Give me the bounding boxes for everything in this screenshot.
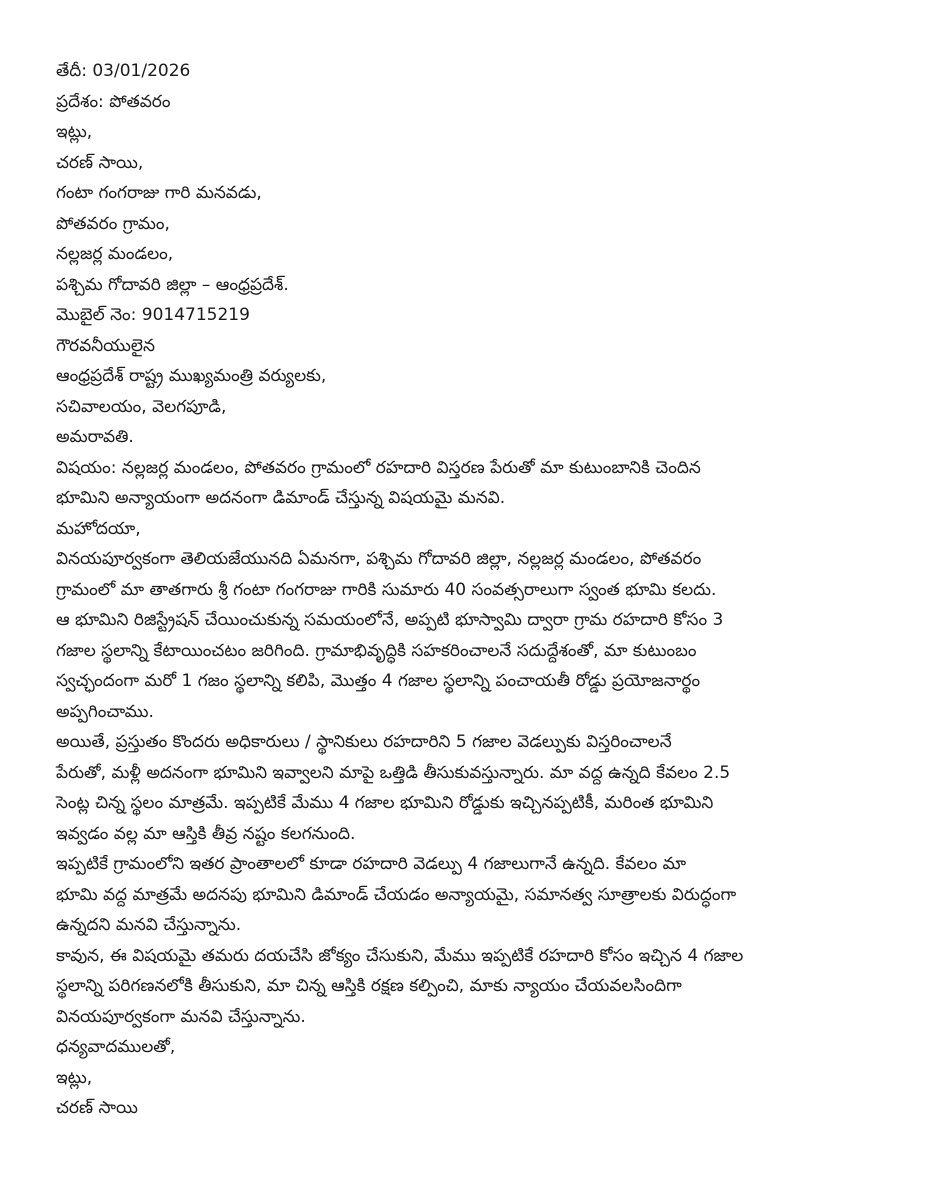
paragraph-line: అయితే, ప్రస్తుతం కొందరు అధికారులు / స్థానికులు రహదారిని 5 గజాల వెడల్పుకు విస్తరించాలనే — [56, 732, 672, 752]
greeting: మహోదయా, — [56, 518, 141, 539]
paragraph-line: ఆ భూమిని రిజిస్ట్రేషన్ చేయించుకున్న సమయంలోనే, అప్పటి భూస్వామి ద్వారా గ్రామ రహదారి కోసం 3 — [56, 610, 724, 630]
subject-line-2: భూమిని అన్యాయంగా అదనంగా డిమాండ్ చేస్తున్న విషయమై మనవి. — [56, 488, 506, 508]
paragraph-line: స్వచ్ఛందంగా మరో 1 గజం స్థలాన్ని కలిపి, మొత్తం 4 గజాల స్థలాన్ని పంచాయతీ రోడ్డు ప్రయోజనార్థం — [56, 671, 701, 691]
paragraph-line: భూమి వద్ద మాత్రమే అదనపు భూమిని డిమాండ్ చేయడం అన్యాయమై, సమానత్వ సూత్రాలకు విరుద్ధంగా — [56, 884, 737, 905]
recipient-honorific: గౌరవనీయులైన — [56, 335, 155, 356]
sender-name: చరణ్ సాయి, — [56, 152, 144, 173]
letter-body — [56, 56, 896, 1124]
sender-relation: గంటా గంగరాజు గారి మనవడు, — [56, 183, 262, 203]
paragraph-line: స్థలాన్ని పరిగణనలోకి తీసుకుని, మా చిన్న ఆస్తికి రక్షణ కల్పించి, మాకు న్యాయం చేయవలసిందిగా — [56, 976, 682, 996]
paragraph-line: ఉన్నదని మనవి చేస్తున్నాను. — [56, 915, 242, 935]
letter-date: తేదీ: 03/01/2026 — [56, 61, 191, 81]
paragraph-1 — [56, 544, 896, 727]
paragraph-4 — [56, 941, 896, 1033]
subject-line-1: విషయం: నల్లజర్ల మండలం, పోతవరం గ్రామంలో రహదారి విస్తరణ పేరుతో మా కుటుంబానికి చెందిన — [56, 457, 701, 478]
recipient-title: ఆంధ్రప్రదేశ్ రాష్ట్ర ముఖ్యమంత్రి వర్యులకు, — [56, 366, 327, 386]
sender-village: పోతవరం గ్రామం, — [56, 213, 170, 234]
paragraph-line: పేరుతో, మళ్లీ అదనంగా భూమిని ఇవ్వాలని మాపై ఒత్తిడి తీసుకువస్తున్నారు. మా వద్ద ఉన్నది కేవలం 2.5 — [56, 762, 731, 783]
sender-salutation: ఇట్లు, — [56, 122, 93, 142]
letter-place: ప్రదేశం: పోతవరం — [56, 91, 171, 112]
paragraph-line: అప్పగించాము. — [56, 701, 154, 722]
sender-mandal: నల్లజర్ల మండలం, — [56, 244, 174, 264]
sender-mobile: మొబైల్ నెం: 9014715219 — [56, 305, 250, 325]
paragraph-line: సెంట్ల చిన్న స్థలం మాత్రమే. ఇప్పటికే మేము 4 గజాల భూమిని రోడ్డుకు ఇచ్చినప్పటికీ, మరింత భూమిని — [56, 793, 714, 813]
paragraph-line: గ్రామంలో మా తాతగారు శ్రీ గంటా గంగరాజు గారికి సుమారు 40 సంవత్సరాలుగా స్వంత భూమి కలదు. — [56, 579, 717, 600]
signature-name: చరణ్ సాయి — [56, 1098, 138, 1118]
paragraph-line: వినయపూర్వకంగా మనవి చేస్తున్నాను. — [56, 1006, 306, 1027]
paragraph-line: ఇవ్వడం వల్ల మా ఆస్తికి తీవ్ర నష్టం కలగనుంది. — [56, 823, 356, 844]
paragraph-3 — [56, 849, 896, 941]
recipient-city: అమరావతి. — [56, 427, 134, 447]
paragraph-2 — [56, 727, 896, 849]
sender-district: పశ్చిమ గోదావరి జిల్లా – ఆంధ్రప్రదేశ్. — [56, 274, 289, 295]
paragraph-line: ఇప్పటికే గ్రామంలోని ఇతర ప్రాంతాలలో కూడా రహదారి వెడల్పు 4 గజాలుగానే ఉన్నది. కేవలం మా — [56, 854, 687, 874]
paragraph-line: వినయపూర్వకంగా తెలియజేయునది ఏమనగా, పశ్చిమ గోదావరి జిల్లా, నల్లజర్ల మండలం, పోతవరం — [56, 549, 702, 569]
paragraph-line: గజాల స్థలాన్ని కేటాయించటం జరిగింది. గ్రామాభివృద్ధికి సహకరించాలనే సదుద్దేశంతో, మా కుటుంబం — [56, 640, 697, 661]
paragraph-line: కావున, ఈ విషయమై తమరు దయచేసి జోక్యం చేసుకుని, మేము ఇప్పటికే రహదారి కోసం ఇచ్చిన 4 గజాల — [56, 945, 744, 966]
closing-thanks: ధన్యవాదములతో, — [56, 1037, 176, 1057]
closing-yours: ఇట్లు, — [56, 1067, 93, 1088]
recipient-office: సచివాలయం, వెలగపూడి, — [56, 396, 227, 417]
